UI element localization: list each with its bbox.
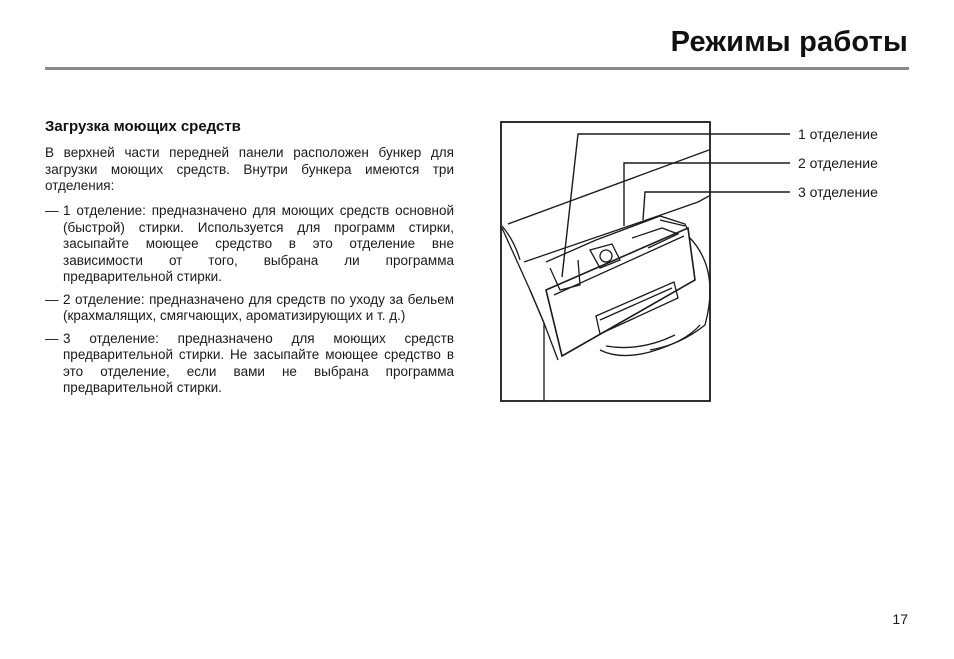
list-item-text: 3 отделение: предназначено для моющих средств предварительной стирки. Не засыпайте моющее средство в это отделение, если вами не выбрана программа предварительной стирки. bbox=[63, 330, 454, 395]
list-item-compartment-2 bbox=[45, 292, 454, 325]
list-dash: — bbox=[45, 291, 59, 307]
section-heading: Загрузка моющих средств bbox=[45, 118, 241, 135]
list-item-compartment-1 bbox=[45, 203, 454, 286]
page-title: Режимы работы bbox=[670, 26, 908, 58]
detergent-drawer-illustration bbox=[500, 120, 920, 410]
intro-paragraph: В верхней части передней панели расположен бункер для загрузки моющих средств. Внутри бункера имеются три отделения: bbox=[45, 145, 454, 193]
page-number: 17 bbox=[892, 611, 908, 627]
list-item-text: 1 отделение: предназначено для моющих средств основной (быстрой) стирки. Используется для программ стирки, засыпайте моющее средство в это отделение вне зависимости от того, выбрана ли программа предварительной стирки. bbox=[63, 203, 454, 284]
list-dash: — bbox=[45, 330, 59, 346]
list-dash: — bbox=[45, 203, 59, 218]
callout-label-compartment-2: 2 отделение bbox=[798, 155, 878, 171]
title-divider bbox=[45, 67, 909, 70]
list-item-compartment-3 bbox=[45, 331, 454, 397]
callout-label-compartment-3: 3 отделение bbox=[798, 184, 878, 200]
callout-label-compartment-1: 1 отделение bbox=[798, 126, 878, 142]
list-item-text: 2 отделение: предназначено для средств по уходу за бельем (крахмалящих, смягчающих, ароматизирующих и т. д.) bbox=[63, 291, 454, 323]
compartment-list bbox=[45, 203, 454, 403]
